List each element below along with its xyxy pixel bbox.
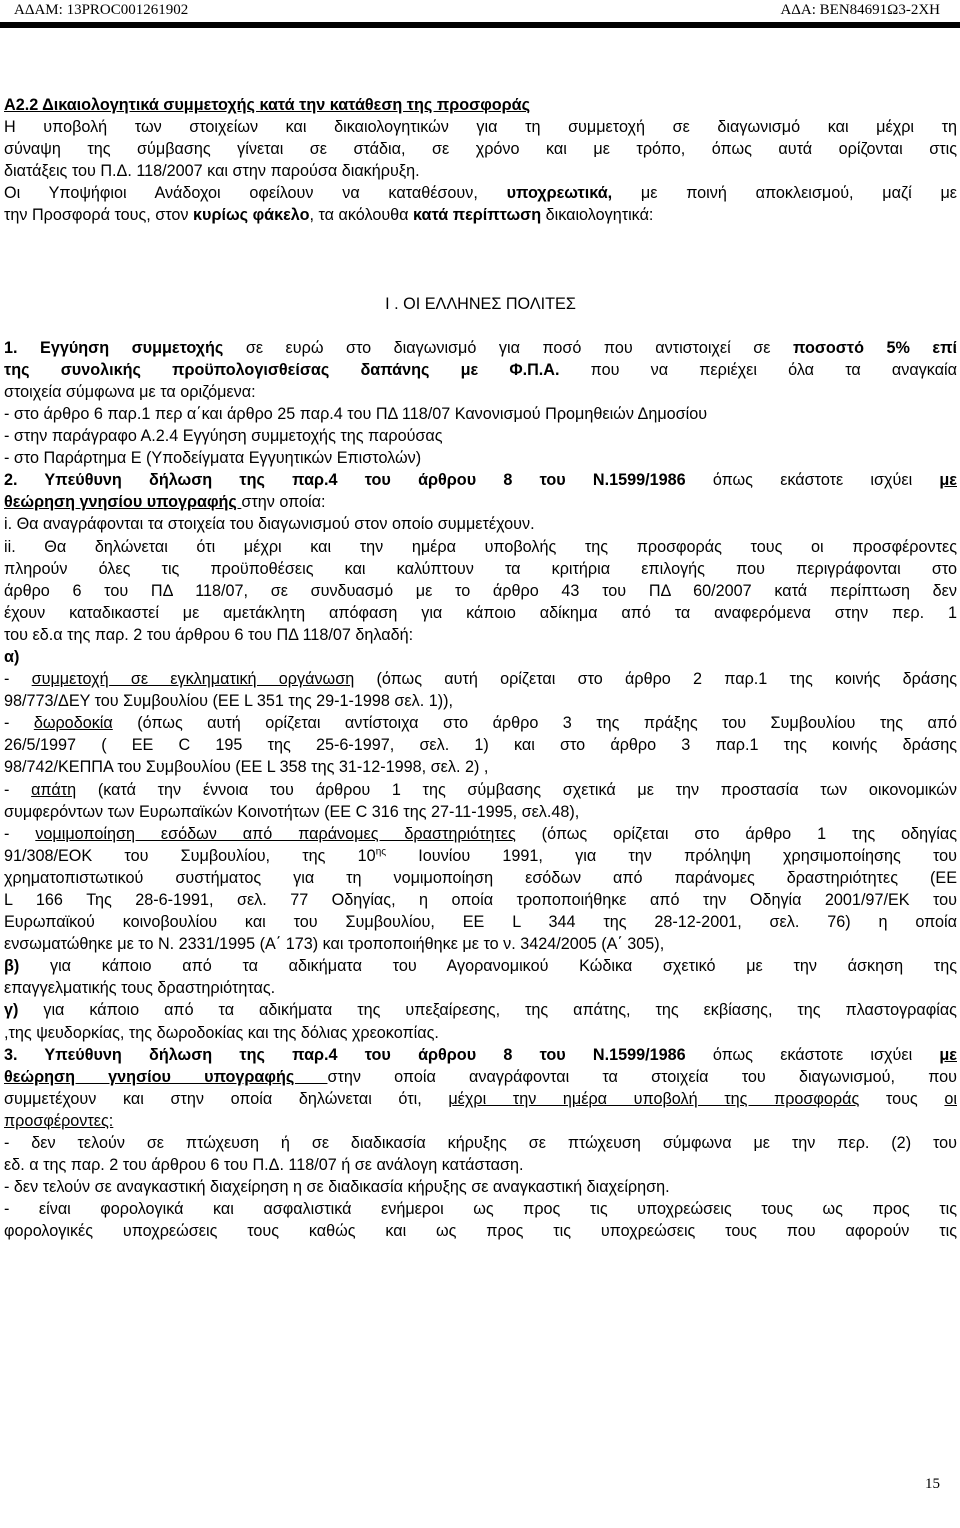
item2-alpha: α) (4, 647, 20, 666)
item3-line-4: προσφέροντες: (4, 1111, 114, 1130)
intro-line-3: διατάξεις του Π.Δ. 118/2007 και στην παρούσα διακήρυξη. (4, 162, 420, 181)
item2-b-line-2: 26/5/1997 ( ΕΕ C 195 της 25-6-1997, σελ. 1) και στο άρθρο 3 παρ.1 της κοινής δράσης (4, 736, 957, 755)
candidates-line-1: Οι Υποψήφιοι Ανάδοχοι οφείλουν να καταθέσουν, υποχρεωτικά, με ποινή αποκλεισμού, μαζί με (4, 184, 957, 203)
item3-line-2: θεώρηση γνησίου υπογραφής στην οποία αναγράφονται τα στοιχεία του διαγωνισμού, που (4, 1067, 957, 1086)
item2-d-line-4: L 166 Της 28-6-1991, σελ. 77 Οδηγίας, η οποία τροποποιήθηκε από την Οδηγία 2001/97/ΕΚ του (4, 891, 957, 909)
item2-b-line-3: 98/742/ΚΕΠΠΑ του Συμβουλίου (ΕΕ L 358 της 31-12-1998, σελ. 2) , (4, 758, 489, 777)
intro-line-2: σύναψη της σύμβασης γίνεται σε στάδια, σε χρόνο και με τρόπο, όπως αυτά ορίζονται στις (4, 140, 957, 159)
item3-line-7: - δεν τελούν σε αναγκαστική διαχείρηση η σε διαδικασία κήρυξης σε αναγκαστική διαχείρηση. (4, 1178, 670, 1197)
item2-d-line-6: ενσωματώθηκε με το Ν. 2331/1995 (Α΄ 173) και τροποποιήθηκε με το ν. 3424/2005 (Α΄ 305), (4, 935, 665, 954)
item2-d-line-3: χρηματοπιστωτικού συστήματος για τη νομιμοποίηση εσόδων από παράνομες δραστηριότητες (ΕΕ (4, 868, 957, 887)
item2-line-1: 2. Υπεύθυνη δήλωση της παρ.4 του άρθρου 8 του Ν.1599/1986 όπως εκάστοτε ισχύει με (4, 471, 957, 490)
item2-beta-line-1: β) για κάποιο από τα αδικήματα του Αγορανομικού Κώδικα σχετικό με την άσκηση της (4, 957, 957, 976)
item2-gamma-line-1: γ) για κάποιο από τα αδικήματα της υπεξαίρεσης, της απάτης, της εκβίασης, της πλαστογραφίας (4, 1001, 957, 1020)
section-heading-greek-citizens: Ι . ΟΙ ΕΛΛΗΝΕΣ ΠΟΛΙΤΕΣ (385, 294, 576, 313)
item3-line-9: φορολογικές υποχρεώσεις τους καθώς και ως προς τις υποχρεώσεις τους που αφορούν τις (4, 1222, 957, 1241)
item2-point-ii-line-5: του εδ.α της παρ. 2 του άρθρου 6 του ΠΔ 118/07 δηλαδή: (4, 625, 414, 644)
item1-line-4: - στο άρθρο 6 παρ.1 περ α΄και άρθρο 25 παρ.4 του ΠΔ 118/07 Κανονισμού Προμηθειών Δημοσίου (4, 404, 708, 423)
item2-c-line-2: συμφερόντων των Ευρωπαϊκών Κοινοτήτων (ΕΕ C 316 της 27-11-1995, σελ.48), (4, 802, 580, 821)
item2-d-line-2: 91/308/ΕΟΚ του Συμβουλίου, της $10^{\eta\varsigma}$ Ιουνίου 1991, για την πρόληψη χρησιμοποίησης του (4, 846, 957, 865)
document-header-ada: ΑΔΑ: ΒΕΝ84691Ω3-2ΧΗ (780, 2, 940, 18)
item1-line-1: 1. Εγγύηση συμμετοχής σε ευρώ στο διαγωνισμό για ποσό που αντιστοιχεί σε ποσοστό 5% επί (4, 338, 957, 357)
item3-line-1: 3. Υπεύθυνη δήλωση της παρ.4 του άρθρου 8 του Ν.1599/1986 όπως εκάστοτε ισχύει με (4, 1045, 957, 1064)
item1-line-6: - στο Παράρτημα Ε (Υποδείγματα Εγγυητικών Επιστολών) (4, 449, 422, 468)
document-body (4, 94, 957, 1243)
item3-line-3: συμμετέχουν και στην οποία δηλώνεται ότι, μέχρι την ημέρα υποβολή της προσφοράς τους οι (4, 1089, 957, 1108)
item2-point-ii-line-4: έχουν καταδικαστεί με αμετάκλητη απόφαση για κάποιο αδίκημα από τα αναφερόμενα στην περ. 1 (4, 603, 957, 622)
item2-d-line-5: Ευρωπαϊκού κοινοβουλίου και του Συμβουλίου, ΕΕ L 344 της 28-12-2001, σελ. 76) η οποία (4, 913, 957, 932)
page-number: 15 (925, 1476, 940, 1492)
item3-line-8: - είναι φορολογικά και ασφαλιστικά ενήμεροι ως προς τις υποχρεώσεις τους ως προς τις (4, 1200, 957, 1219)
item1-line-2: της συνολικής προϋπολογισθείσας δαπάνης με Φ.Π.Α. που να περιέχει όλα τα αναγκαία (4, 360, 958, 379)
item2-a-line-2: 98/773/ΔΕΥ του Συμβουλίου (ΕΕ L 351 της 29-1-1998 σελ. 1)), (4, 692, 453, 711)
item1-line-5: - στην παράγραφο Α.2.4 Εγγύηση συμμετοχής της παρούσας (4, 427, 443, 446)
section-title: Α2.2 Δικαιολογητικά συμμετοχής κατά την κατάθεση της προσφοράς (4, 96, 531, 114)
item1-line-3: στοιχεία σύμφωνα με τα οριζόμενα: (4, 382, 256, 401)
item3-line-5: - δεν τελούν σε πτώχευση ή σε διαδικασία κήρυξης σε πτώχευση σύμφωνα με την περ. (2) του (4, 1134, 957, 1153)
document-header-adam: ΑΔΑΜ: 13PROC001261902 (14, 2, 189, 18)
item2-c-line-1: - απάτη (κατά την έννοια του άρθρου 1 της σύμβασης σχετικά με την προστασία των οικονομικών (4, 780, 958, 799)
item3-line-6: εδ. α της παρ. 2 του άρθρου 6 του Π.Δ. 118/07 ή σε ανάλογη κατάσταση. (4, 1156, 524, 1175)
item2-b-line-1: - δωροδοκία (όπως αυτή ορίζεται αντίστοιχα στο άρθρο 3 της πράξης του Συμβουλίου της από (4, 714, 957, 733)
item2-point-i: i. Θα αναγράφονται τα στοιχεία του διαγωνισμού στον οποίο συμμετέχουν. (4, 515, 535, 534)
item2-point-ii-line-2: πληρούν όλες τις προϋποθέσεις και καλύπτουν τα κριτήρια επιλογής που περιγράφονται στο (4, 559, 957, 578)
item2-point-ii-line-1: ii. Θα δηλώνεται ότι μέχρι και την ημέρα υποβολής της προσφοράς τους οι προσφέροντες (4, 537, 957, 556)
item2-gamma-line-2: ,της ψευδορκίας, της δωροδοκίας και της δόλιας χρεοκοπίας. (4, 1023, 439, 1042)
header-rule (0, 22, 960, 28)
item2-line-2: θεώρηση γνησίου υπογραφής στην οποία: (4, 493, 326, 512)
intro-line-1: Η υποβολή των στοιχείων και δικαιολογητικών για τη συμμετοχή σε διαγωνισμό και μέχρι τη (4, 118, 957, 137)
item2-a-line-1: - συμμετοχή σε εγκληματική οργάνωση (όπως αυτή ορίζεται στο άρθρο 2 παρ.1 της κοινής δράσης (4, 670, 957, 689)
item2-d-line-1: - νομιμοποίηση εσόδων από παράνομες δραστηριότητες (όπως ορίζεται στο άρθρο 1 της οδηγίας (4, 824, 957, 843)
candidates-line-2: την Προσφορά τους, στον κυρίως φάκελο, τα ακόλουθα κατά περίπτωση δικαιολογητικά: (4, 206, 654, 225)
item2-point-ii-line-3: άρθρο 6 του ΠΔ 118/07, σε συνδυασμό με το άρθρο 43 του ΠΔ 60/2007 κατά περίπτωση δεν (4, 581, 957, 600)
item2-beta-line-2: επαγγελματικής τους δραστηριότητας. (4, 979, 276, 998)
